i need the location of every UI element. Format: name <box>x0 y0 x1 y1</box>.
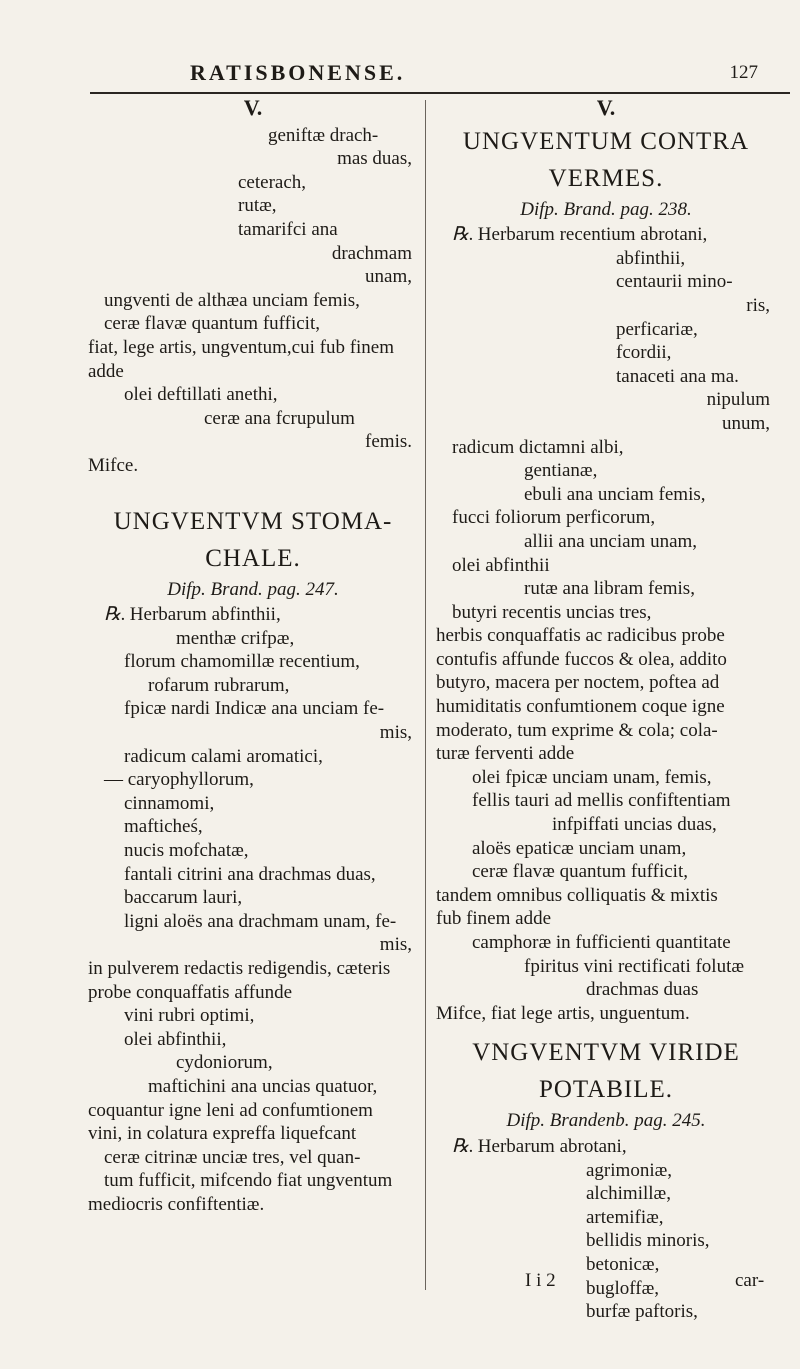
running-title: RATISBONENSE. <box>190 60 406 85</box>
section-title: UNGVENTUM CONTRA <box>462 127 750 155</box>
text-line: maftichini ana uncias quatuor, <box>148 1075 378 1097</box>
text-line: camphoræ in fufficienti quantitate <box>472 932 731 953</box>
column-divider <box>425 100 426 1290</box>
text-line: ligni aloës ana drachmam unam, fe- <box>124 910 397 932</box>
right-column <box>436 96 776 1324</box>
text-line: unam, <box>365 266 412 288</box>
text-line: Herbarum abfinthii, <box>129 604 281 626</box>
text-line: abfinthii, <box>616 247 686 269</box>
right-column-label: V. <box>596 95 616 120</box>
text-line: Mifce. <box>88 454 139 476</box>
text-line: bellidis minoris, <box>586 1230 710 1252</box>
recipe-symbol-icon: ℞. <box>104 604 126 626</box>
left-column <box>88 96 418 1217</box>
text-line: radicum calami aromatici, <box>124 745 323 767</box>
text-line: butyri recentis uncias tres, <box>452 601 652 623</box>
text-line: ebuli ana unciam femis, <box>524 483 706 505</box>
catchword: car- <box>735 1270 765 1291</box>
text-line: tandem omnibus colliquatis & mixtis <box>436 884 718 906</box>
text-line: mis, <box>379 722 412 744</box>
text-line: nucis mofchatæ, <box>124 840 249 862</box>
text-line: adde <box>88 360 124 382</box>
text-line: humiditatis confumtionem coque igne <box>436 696 725 718</box>
text-line: fcordii, <box>616 342 672 364</box>
text-line: tum fufficit, mifcendo fiat ungventum <box>104 1170 393 1192</box>
text-line: fantali citrini ana drachmas duas, <box>124 863 376 885</box>
text-line: ceræ citrinæ unciæ tres, vel quan- <box>104 1146 361 1168</box>
text-line: fiat, lege artis, ungventum,cui fub finem <box>88 336 395 358</box>
text-line: tamarifci ana <box>238 218 338 240</box>
text-line: perficariæ, <box>616 318 698 340</box>
signature-mark: I i 2 <box>525 1270 556 1291</box>
text-line: mis, <box>379 934 412 956</box>
text-line: drachmas duas <box>586 979 699 1001</box>
text-line: burfæ paftoris, <box>586 1301 698 1323</box>
text-line: unum, <box>721 412 770 434</box>
section-title: VERMES. <box>548 164 664 192</box>
text-line: olei abfinthii, <box>124 1028 227 1050</box>
text-line: herbis conquaffatis ac radicibus probe <box>436 625 725 647</box>
text-line: geniftæ drach- <box>268 124 379 146</box>
text-line: butyro, macera per noctem, poftea ad <box>436 672 720 694</box>
text-line: ceterach, <box>238 171 307 193</box>
text-line: rutæ, <box>238 195 277 217</box>
recipe-symbol-icon: ℞. <box>452 224 474 246</box>
text-line: bugloffæ, <box>586 1277 660 1299</box>
text-line: alchimillæ, <box>586 1183 671 1205</box>
text-line: probe conquaffatis affunde <box>88 981 292 1003</box>
text-line: fucci foliorum perficorum, <box>452 507 656 529</box>
text-line: ris, <box>746 294 770 316</box>
text-line: aloës epaticæ unciam unam, <box>472 837 687 859</box>
section-title: VNGVENTVM VIRIDE <box>472 1039 740 1067</box>
text-line: coquantur igne leni ad confumtionem <box>88 1099 373 1121</box>
text-line: vini, in colatura expreffa liquefcant <box>88 1123 357 1145</box>
text-line: florum chamomillæ recentium, <box>124 651 360 673</box>
text-line: fellis tauri ad mellis confiftentiam <box>472 790 731 812</box>
text-line: agrimoniæ, <box>586 1159 673 1181</box>
page-number: 127 <box>729 62 758 83</box>
text-line: infpiffati uncias duas, <box>552 814 717 836</box>
dispensatory-reference: Difp. Brand. pag. 247. <box>167 578 339 600</box>
text-line: Mifce, fiat lege artis, unguentum. <box>436 1002 690 1024</box>
text-line: ungventi de althæa unciam femis, <box>104 289 360 311</box>
section-title: UNGVENTVM STOMA- <box>113 507 393 535</box>
text-line: vini rubri optimi, <box>124 1005 255 1027</box>
text-line: rutæ ana libram femis, <box>524 578 695 600</box>
text-line: olei deftillati anethi, <box>124 384 278 406</box>
text-line: radicum dictamni albi, <box>452 436 624 458</box>
header-rule <box>90 92 790 94</box>
text-line: tanaceti ana ma. <box>616 365 739 387</box>
dispensatory-reference: Difp. Brand. pag. 238. <box>520 198 692 220</box>
text-line: contufis affunde fuccos & olea, addito <box>436 648 727 670</box>
text-line: femis. <box>365 431 412 453</box>
text-line: menthæ crifpæ, <box>176 627 295 649</box>
text-line: ceræ ana fcrupulum <box>204 407 355 429</box>
section-title: CHALE. <box>205 544 301 572</box>
text-line: fub finem adde <box>436 908 552 930</box>
text-line: gentianæ, <box>524 460 598 482</box>
text-line: ceræ flavæ quantum fufficit, <box>472 861 688 883</box>
text-line: ceræ flavæ quantum fufficit, <box>104 313 320 335</box>
text-line: cinnamomi, <box>124 792 215 814</box>
text-line: Herbarum abrotani, <box>477 1135 627 1157</box>
text-line: olei abfinthii <box>452 554 550 576</box>
dispensatory-reference: Difp. Brandenb. pag. 245. <box>506 1110 706 1132</box>
section-title: POTABILE. <box>538 1076 674 1104</box>
text-line: drachmam <box>331 242 412 264</box>
text-line: cydoniorum, <box>176 1052 273 1074</box>
text-line: betonicæ, <box>586 1253 660 1275</box>
text-line: — caryophyllorum, <box>104 769 254 791</box>
recipe-symbol-icon: ℞. <box>452 1135 474 1157</box>
left-column-label: V. <box>243 95 263 120</box>
text-line: mas duas, <box>337 148 412 170</box>
text-line: olei fpicæ unciam unam, femis, <box>472 766 712 788</box>
text-line: rofarum rubrarum, <box>148 674 290 696</box>
text-line: nipulum <box>706 389 770 411</box>
text-line: mafticheś, <box>124 816 203 838</box>
text-line: fpicæ nardi Indicæ ana unciam fe- <box>124 698 385 720</box>
text-line: centaurii mino- <box>616 271 733 293</box>
spacer <box>88 478 418 500</box>
text-line: Herbarum recentium abrotani, <box>477 224 708 246</box>
text-line: allii ana unciam unam, <box>524 530 698 552</box>
text-line: mediocris confiftentiæ. <box>88 1193 265 1215</box>
text-line: turæ ferventi adde <box>436 743 575 765</box>
text-line: fpiritus vini rectificati folutæ <box>524 955 745 977</box>
text-line: baccarum lauri, <box>124 887 243 909</box>
text-line: in pulverem redactis redigendis, cæteris <box>88 958 391 979</box>
text-line: artemifiæ, <box>586 1206 664 1228</box>
text-line: moderato, tum exprime & cola; cola- <box>436 719 718 741</box>
